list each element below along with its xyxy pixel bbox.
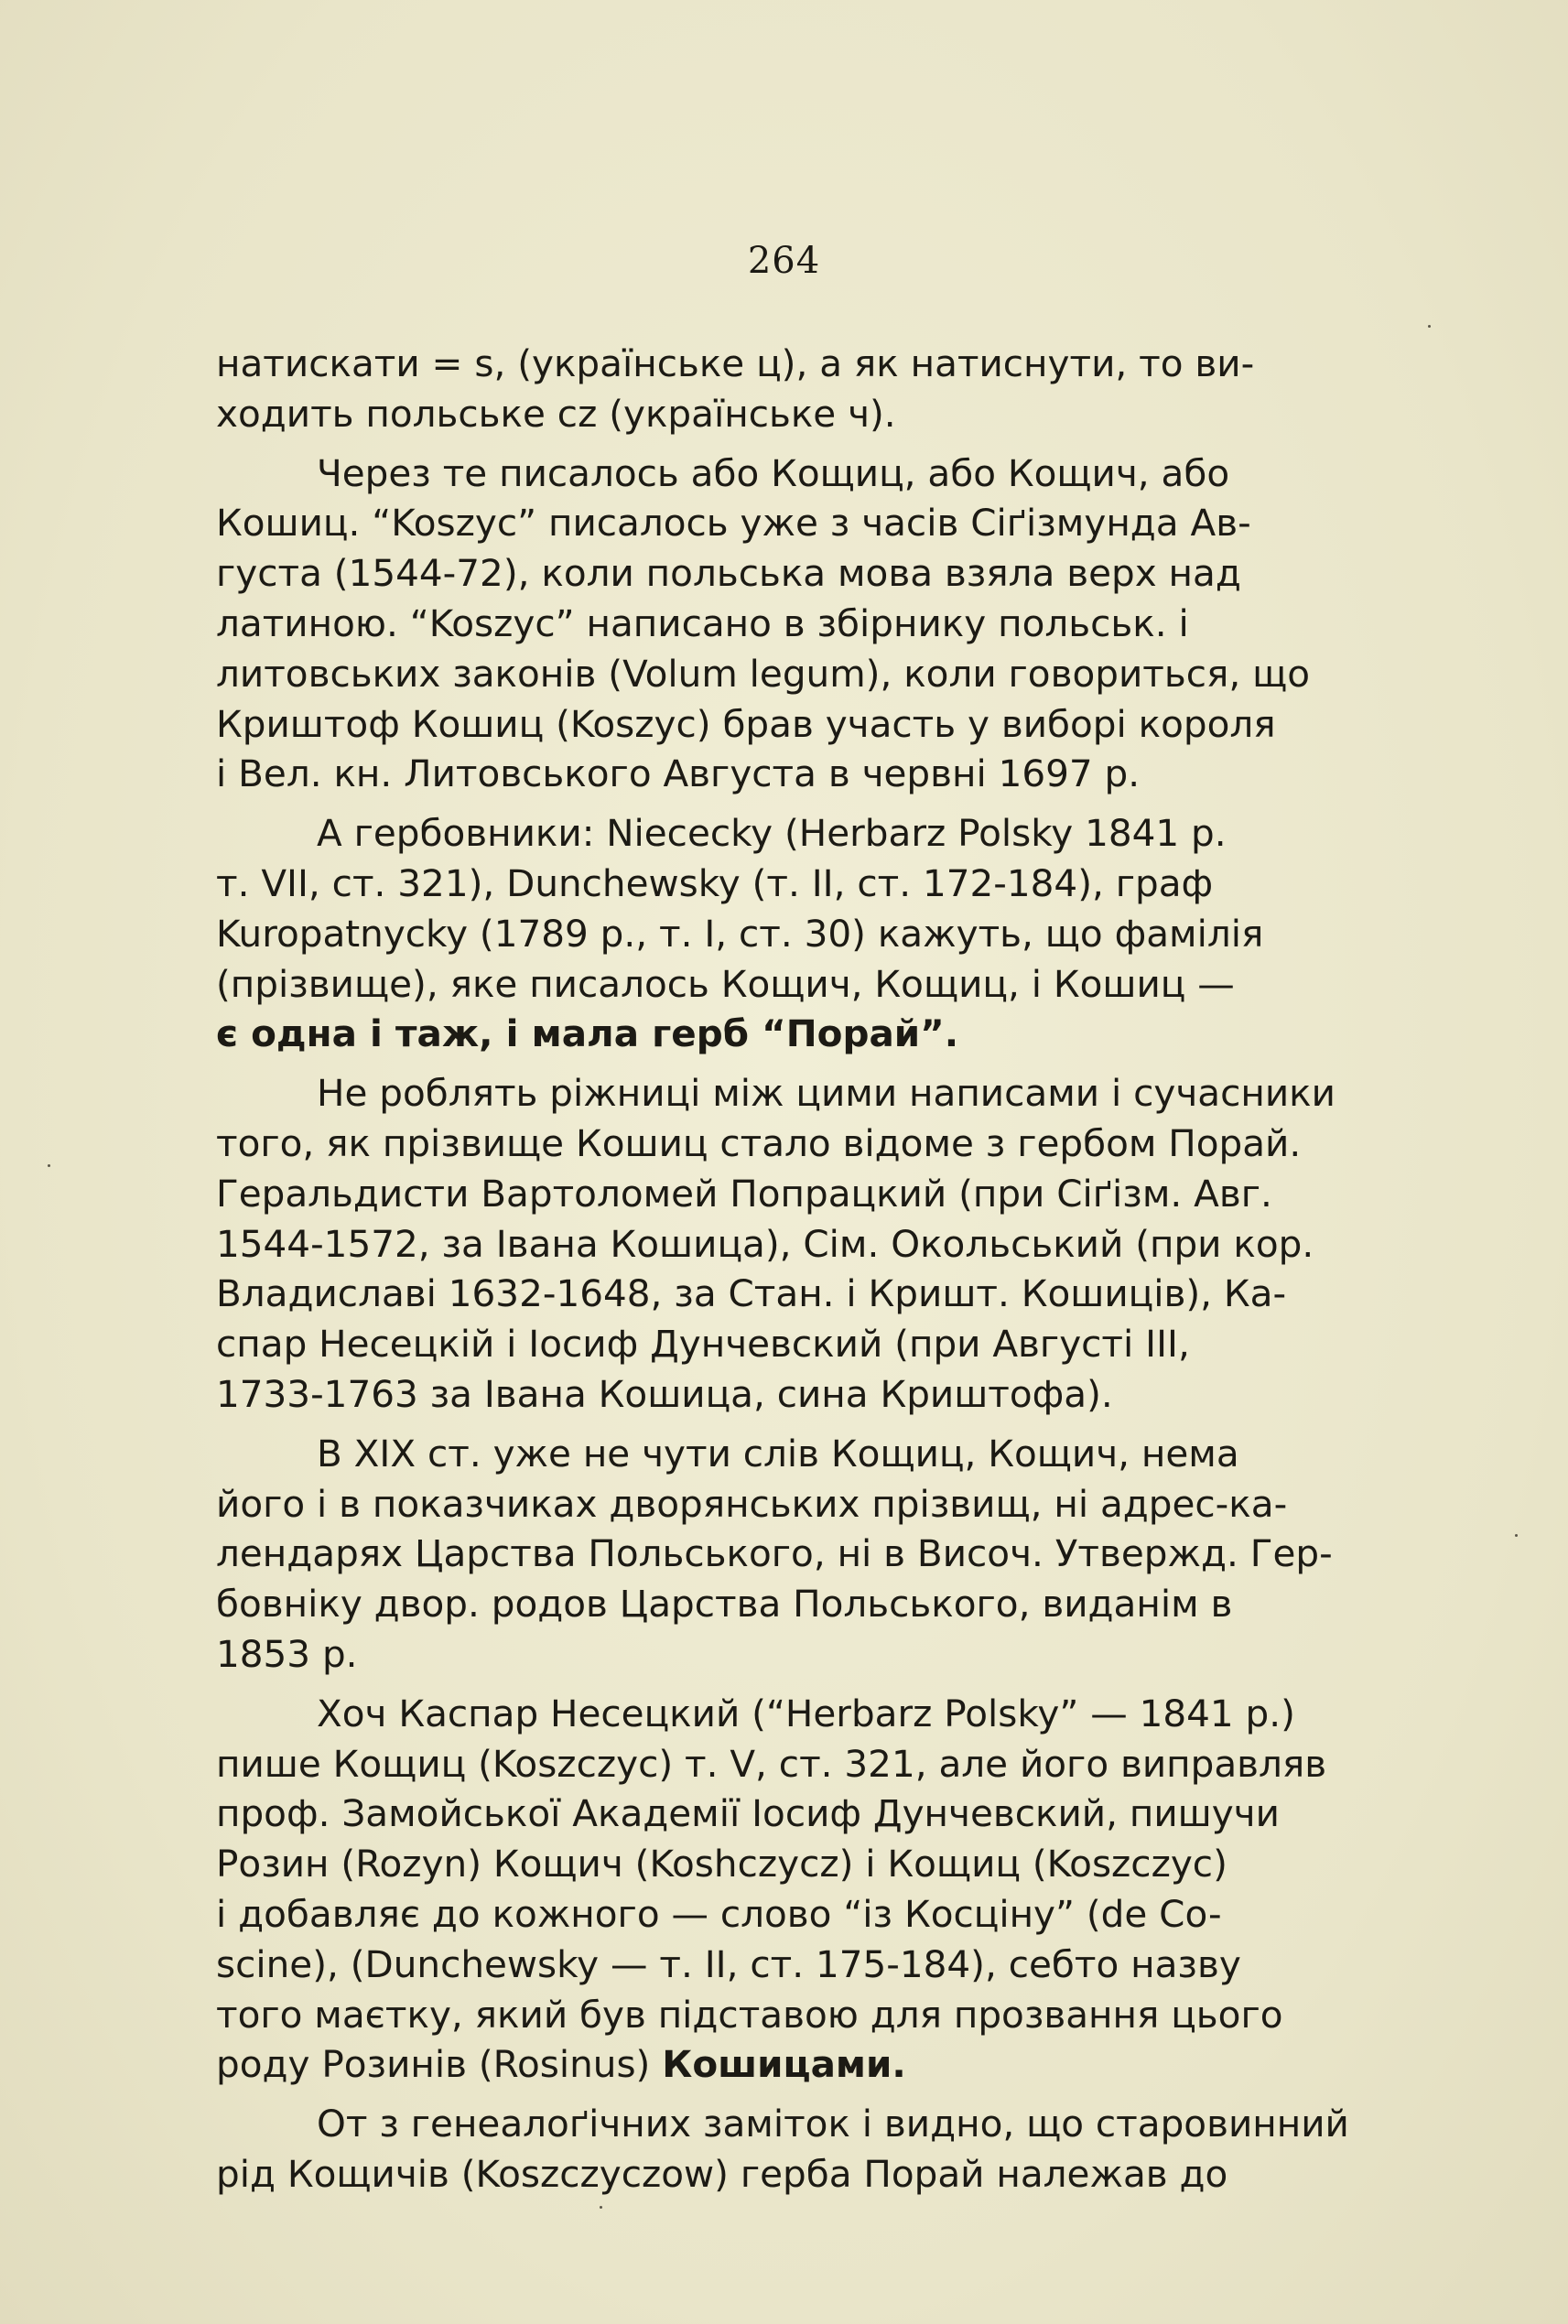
body-text bbox=[216, 339, 1461, 2209]
paragraph-7 bbox=[216, 2099, 1461, 2200]
text-line: того маєтку, який був підставою для прозвання цього bbox=[216, 1992, 1283, 2037]
text-line: і Вел. кн. Литовського Августа в червні 1697 р. bbox=[216, 751, 1141, 796]
paragraph-3 bbox=[216, 808, 1461, 1059]
paragraph-6 bbox=[216, 1689, 1461, 2090]
paragraph-2 bbox=[216, 449, 1461, 800]
text-line: і добавляє до кожного — слово “із Косціну” (de Co- bbox=[216, 1891, 1222, 1936]
bold-word: Кошицами. bbox=[662, 2042, 906, 2087]
text-line: От з генеалоґічних заміток і видно, що старовинний bbox=[317, 2102, 1349, 2146]
text-line: того, як прізвище Кошиц стало відоме з гербом Порай. bbox=[216, 1120, 1302, 1165]
paragraph-4 bbox=[216, 1068, 1461, 1420]
text-line: його і в показчиках дворянських прізвищ, ні адрес-ка- bbox=[216, 1481, 1288, 1526]
paper-speck bbox=[1428, 325, 1431, 328]
text-line-bold bbox=[216, 1009, 1461, 1059]
text-line: Хоч Каспар Несецкий (“Herbarz Polsky” — 1841 р.) bbox=[317, 1691, 1295, 1735]
text-line: (прізвище), яке писалось Кощич, Кощиц, і Кошиц — bbox=[216, 961, 1235, 1006]
text-line: густа (1544-72), коли польська мова взяла верх над bbox=[216, 551, 1241, 596]
page-number: 264 bbox=[747, 240, 821, 282]
text-line: проф. Замойської Академії Іосиф Дунчевский, пишучи bbox=[216, 1791, 1280, 1836]
paragraph-1 bbox=[216, 339, 1461, 439]
text-line: т. VII, ст. 321), Dunchewsky (т. II, ст. 172-184), граф bbox=[216, 860, 1214, 905]
text-run: роду Розинів (Rosinus) bbox=[216, 2042, 663, 2087]
text-line: 1853 р. bbox=[216, 1631, 358, 1676]
text-line: А гербовники: Niececky (Herbarz Polsky 1841 р. bbox=[317, 811, 1227, 856]
text-line: scine), (Dunchewsky — т. II, ст. 175-184), себто назву bbox=[216, 1941, 1241, 1986]
bold-statement: є одна і таж, і мала герб “Порай”. bbox=[216, 1011, 959, 1056]
text-line: Геральдисти Вартоломей Попрацкий (при Сіґізм. Авг. bbox=[216, 1171, 1272, 1216]
paper-speck bbox=[1515, 1534, 1518, 1537]
text-line: лендарях Царства Польського, ні в Височ. Утвержд. Гер- bbox=[216, 1531, 1333, 1576]
text-line: Криштоф Кошиц (Koszyc) брав участь у виборі короля bbox=[216, 701, 1276, 746]
text-line: Через те писалось або Кощиц, або Кощич, або bbox=[317, 450, 1230, 495]
text-line: литовських законів (Volum legum), коли говориться, що bbox=[216, 651, 1311, 696]
text-line-mixed bbox=[216, 2039, 1461, 2090]
text-line: рід Кощичів (Koszczyczow) герба Порай належав до bbox=[216, 2151, 1228, 2196]
text-line: Kuropatnycky (1789 р., т. I, ст. 30) кажуть, що фамілія bbox=[216, 911, 1264, 956]
text-line: 1733-1763 за Івана Кошица, сина Криштофа). bbox=[216, 1371, 1113, 1416]
text-line: спар Несецкій і Іосиф Дунчевский (при Августі III, bbox=[216, 1322, 1190, 1367]
text-line: Не роблять ріжниці між цими написами і сучасники bbox=[317, 1071, 1336, 1116]
text-line: пише Кощиц (Koszczyc) т. V, ст. 321, але його виправляв bbox=[216, 1741, 1327, 1786]
paper-speck bbox=[600, 2206, 602, 2209]
text-line: Кошиц. “Koszyc” писалось уже з часів Сіґізмунда Ав- bbox=[216, 501, 1251, 546]
text-line: бовніку двор. родов Царства Польського, виданім в bbox=[216, 1582, 1233, 1627]
text-line: В XIX ст. уже не чути слів Кощиц, Кощич, нема bbox=[317, 1431, 1239, 1475]
text-line: Розин (Rozyn) Кощич (Koshczycz) і Кощиц (Koszczyc) bbox=[216, 1842, 1227, 1886]
text-line: латиною. “Koszyc” написано в збірнику польськ. і bbox=[216, 600, 1189, 645]
text-line: Владиславі 1632-1648, за Стан. і Кришт. Кошиців), Ка- bbox=[216, 1271, 1287, 1316]
text-line: 1544-1572, за Івана Кошица), Сім. Окольський (при кор. bbox=[216, 1221, 1314, 1266]
text-line: натискати = s, (українське ц), а як натиснути, то ви- bbox=[216, 341, 1255, 385]
paper-speck bbox=[48, 1164, 50, 1167]
paragraph-5 bbox=[216, 1429, 1461, 1680]
text-line: ходить польське cz (українське ч). bbox=[216, 391, 896, 436]
